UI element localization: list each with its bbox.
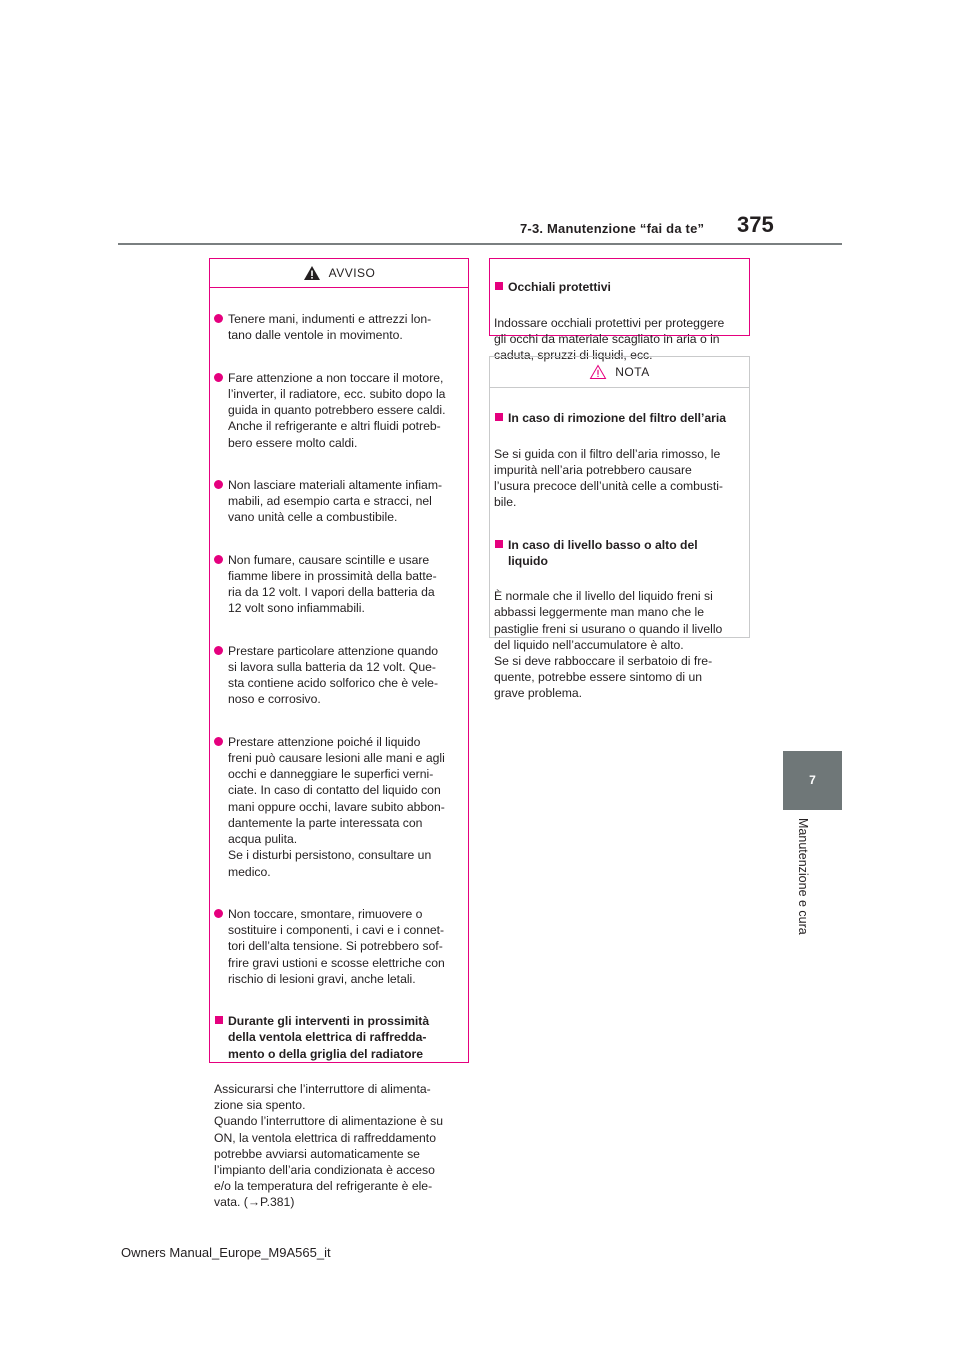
avviso-subheading: Durante gli interventi in prossimità della ventola elettrica di raffredda- mento o della griglia del radiatore (214, 1013, 462, 1062)
goggles-paragraph: Indossare occhiali protettivi per proteggere gli occhi da materiale scagliato in aria o in caduta, spruzzi di liquidi, ecc. (494, 315, 725, 363)
avviso-header (210, 259, 468, 288)
nota-paragraph: È normale che il livello del liquido freni si abbassi leggermente man mano che le pastiglie freni si usurano o quando il livello del liquido nell’accumulatore è alto. Se si deve rabboccare il serbatoio di fre- quente, potrebbe essere sintomo di un grave problema. (494, 589, 723, 701)
avviso-title: AVVISO (328, 266, 376, 280)
warning-icon (303, 265, 321, 281)
avviso-bullet: Prestare particolare attenzione quando si lavora sulla batteria da 12 volt. Que- sta contiene acido solforico che è vele- noso e corrosivo. (214, 643, 462, 708)
page-number: 375 (737, 212, 774, 237)
avviso-box (209, 258, 469, 1210)
nota-body (490, 388, 749, 728)
nota-subheading: In caso di livello basso o alto del liquido (494, 537, 743, 569)
goggles-subheading: Occhiali protettivi (494, 279, 743, 295)
chapter-title: Manutenzione e cura (796, 818, 810, 935)
chapter-tab: 7 (783, 751, 842, 810)
avviso-bullet: Non fumare, causare scintille e usare fiamme libere in prossimità della batte- ria da 12 volt. I vapori della batteria da 12 volt sono infiammabili. (214, 552, 462, 617)
nota-box (489, 356, 750, 701)
avviso-bullet: Prestare attenzione poiché il liquido freni può causare lesioni alle mani e agli occhi e danneggiare le superfici verni- ciate. In caso di contatto del liquido con mani oppure occhi, lavare subito abbon- dantemente la parte interessata con acqua pulita. Se i disturbi persistono, consultare un medico. (214, 734, 462, 880)
nota-title: NOTA (615, 365, 650, 379)
avviso-bullet: Tenere mani, indumenti e attrezzi lon- tano dalle ventole in movimento. (214, 311, 462, 343)
avviso-paragraph: Assicurarsi che l’interruttore di alimenta- zione sia spento. Quando l’interruttore di alimentazione è su ON, la ventola elettrica di raffreddamento potrebbe avviarsi automaticamente se l’impianto dell’aria condizionata è acceso e/o la temperatura del refrigerante è ele- vata. (→P.381) (214, 1081, 443, 1210)
avviso-bullet: Non lasciare materiali altamente infiam- mabili, ad esempio carta e stracci, nel vano unità celle a combustibile. (214, 477, 462, 526)
nota-header (490, 357, 749, 388)
nota-subheading: In caso di rimozione del filtro dell’aria (494, 410, 743, 426)
caution-outline-icon (589, 364, 607, 380)
avviso-body (210, 288, 468, 1237)
avviso-continuation-box (489, 258, 750, 363)
avviso-bullet: Fare attenzione a non toccare il motore, l’inverter, il radiatore, ecc. subito dopo la guida in quanto potrebbero essere caldi. Anche il refrigerante e altri fluidi potreb- bero essere molto caldi. (214, 370, 462, 451)
footer-doc-id: Owners Manual_Europe_M9A565_it (121, 1245, 331, 1260)
header-rule (118, 243, 842, 245)
avviso-bullet: Non toccare, smontare, rimuovere o sostituire i componenti, i cavi e i connet- tori dell’alta tensione. Si potrebbero sof- frire gravi ustioni e scosse elettriche con rischio di lesioni gravi, anche letali. (214, 906, 462, 987)
nota-paragraph: Se si guida con il filtro dell’aria rimosso, le impurità nell’aria potrebbero causare l’usura precoce dell’unità celle a combusti- bile. (494, 446, 723, 510)
section-title: 7-3. Manutenzione “fai da te” (520, 221, 705, 236)
